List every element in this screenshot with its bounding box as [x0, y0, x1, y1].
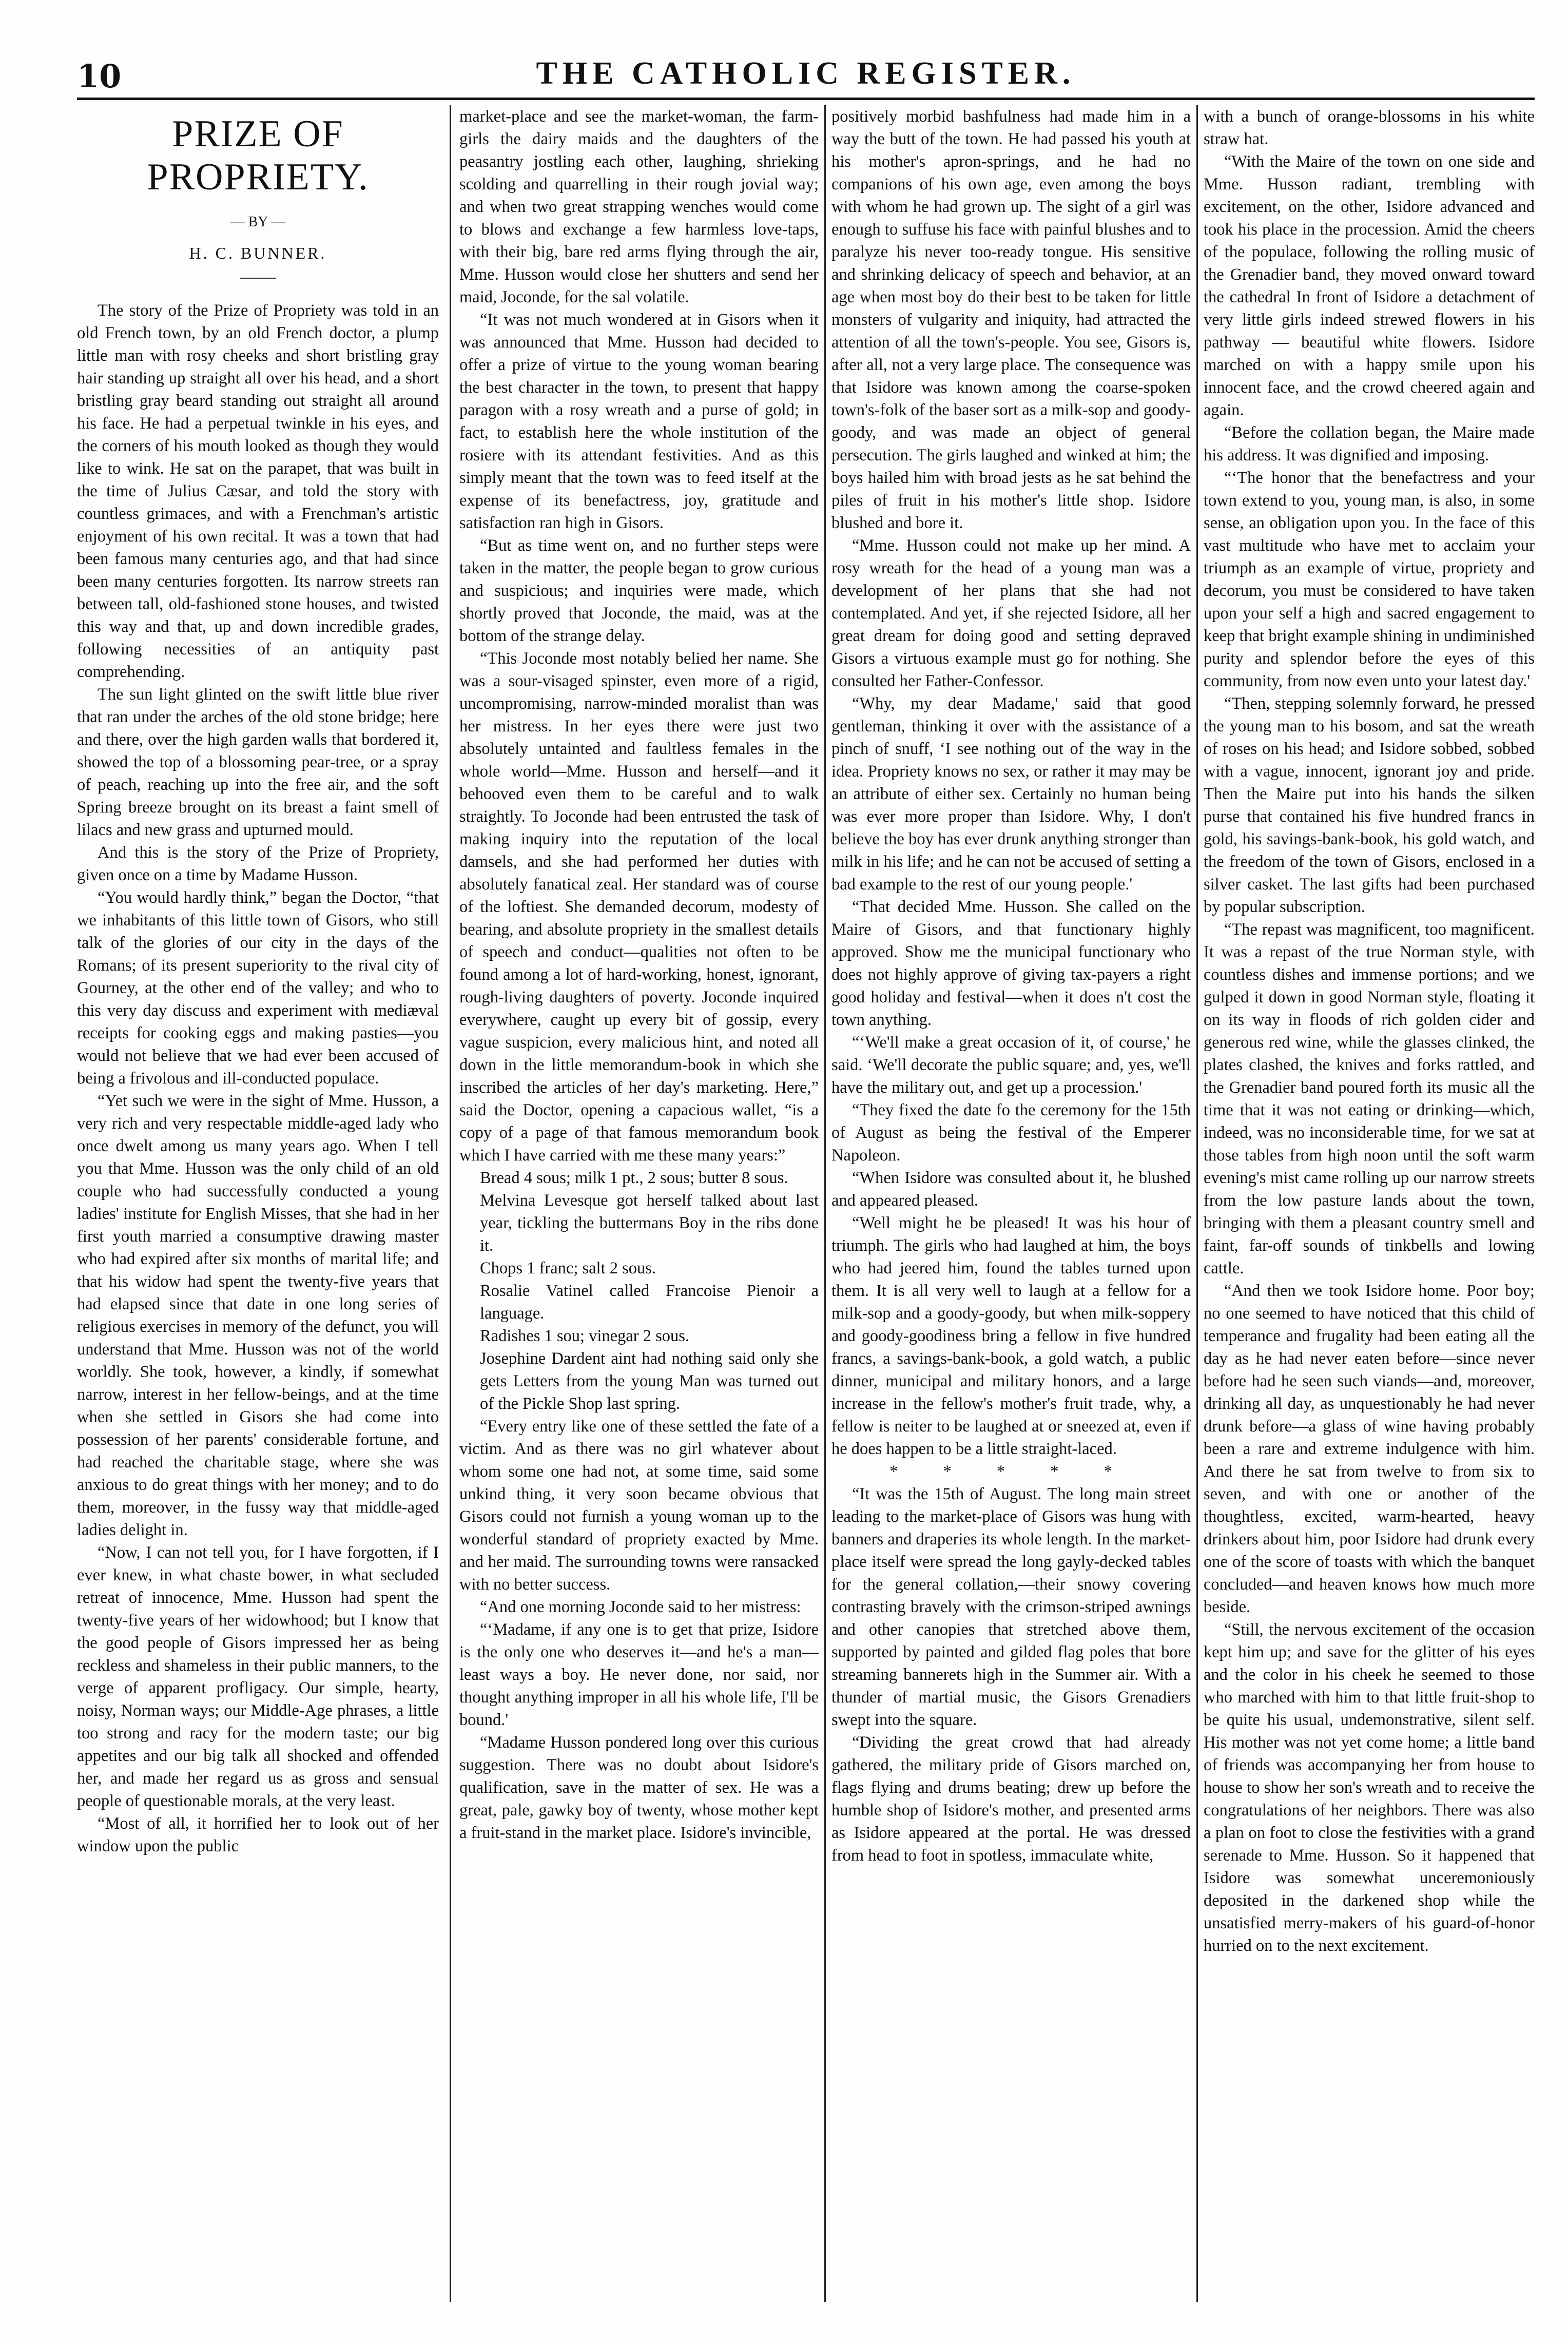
- paragraph: The story of the Prize of Propriety was told in an old French town, by an old French doctor, a plump little man with rosy cheeks and short bristling gray hair standing up straight all over his head, and a short bristling gray beard standing out straight all around his face. He had a perpetual twinkle in his eyes, and the corners of his mouth looked as though they would like to wink. He sat on the parapet, that was built in the time of Julius Cæsar, and told the story with countless grimaces, and with a Frenchman's artistic enjoyment of his own recital. It was a town that had been famous many centuries ago, and that had since been many centuries forgotten. Its narrow streets ran between tall, old-fashioned stone houses, and twisted this way and that, up and down incredible grades, following necessities of an antiquity past comprehending.: [77, 301, 439, 681]
- column-body: [459, 105, 819, 1844]
- paragraph: “Then, stepping solemnly forward, he pressed the young man to his bosom, and sat the wreath of roses on his head; and Isidore sobbed, sobbed with a vague, innocent, ignorant joy and pride. Then the Maire put into his hands the silken purse that contained his five hundred francs in gold, his savings-bank-book, his gold watch, and the freedom of the town of Gisors, enclosed in a silver casket. The last gifts had been purchased by popular subscription.: [1204, 694, 1535, 916]
- column-rule: [450, 105, 451, 2302]
- paragraph: Melvina Levesque got herself talked about last year, tickling the buttermans Boy in the ribs done it.: [480, 1191, 819, 1255]
- paragraph: market-place and see the market-woman, the farm-girls the dairy maids and the daughters of the peasantry jostling each other, laughing, shrieking scolding and quarrelling in their rough jovial way; and when two great strapping wenches would come to blows and exchange a few harmless love-taps, with their big, bare red arms flying through the air, Mme. Husson would close her shutters and send her maid, Joconde, for the sal volatile.: [459, 107, 819, 306]
- paragraph: “‘We'll make a great occasion of it, of course,' he said. ‘We'll decorate the public square; and, yes, we'll have the military out, and get up a procession.': [831, 1033, 1191, 1097]
- paragraph: with a bunch of orange-blossoms in his white straw hat.: [1204, 107, 1535, 148]
- masthead-rule: [77, 98, 1535, 100]
- paragraph: “It was not much wondered at in Gisors when it was announced that Mme. Husson had decided to offer a prize of virtue to the young woman bearing the best character in the town, to present that happy paragon with a rosy wreath and a purse of gold; in fact, to establish here the whole institution of the rosiere with its attendant festivities. And as this simply meant that the town was to feed itself at the expense of its benefactress, joy, gratitude and satisfaction ran high in Gisors.: [459, 311, 819, 532]
- column-rule: [1196, 105, 1198, 2302]
- paragraph: “When Isidore was consulted about it, he blushed and appeared pleased.: [831, 1169, 1191, 1210]
- paragraph: Rosalie Vatinel called Francoise Pienoir a language.: [480, 1282, 819, 1323]
- byline-author: H. C. BUNNER.: [189, 244, 327, 262]
- paragraph: “Yet such we were in the sight of Mme. Husson, a very rich and very respectable middle-aged lady who once dwelt among us many years ago. When I tell you that Mme. Husson was the only child of an old couple who had successfully conducted a young ladies' institute for English Misses, that she had in her first youth married a consumptive drawing master who had expired after six months of marital life; and that his widow had spent the twenty-five years that had elapsed since that date in one long series of religious exercises in memory of the defunct, you will understand that Mme. Husson was not of the world worldly. She took, however, a kindly, if somewhat narrow, interest in her fellow-beings, and at the time when she settled in Gisors she had come into possession of her parents' considerable fortune, and had reached the charitable stage, where she was anxious to do great things with her money; and to do them, moreover, in the fussy way that middle-aged ladies delight in.: [77, 1092, 439, 1539]
- paragraph: “Every entry like one of these settled the fate of a victim. And as there was no girl whatever about whom some one had not, at some time, said some unkind thing, it very soon became obvious that Gisors could not furnish a young woman up to the wonderful standard of propriety exacted by Mme. and her maid. The surrounding towns were ransacked with no better success.: [459, 1417, 819, 1594]
- column-rule: [824, 105, 826, 2302]
- paragraph: “Now, I can not tell you, for I have forgotten, if I ever knew, in what chaste bower, in what secluded retreat of innocence, Mme. Husson had spent the twenty-five years of her widowhood; but I know that the good people of Gisors impressed her as being reckless and shameless in their public manners, to the verge of apparent profligacy. Our simple, hearty, noisy, Norman ways; our Middle-Age phrases, a little too strong and racy for the modern taste; our big appetites and our big talk all shocked and offended her, and made her regard us as gross and sensual people of questionable morals, at the very least.: [77, 1543, 439, 1810]
- paragraph: Josephine Dardent aint had nothing said only she gets Letters from the young Man was turned out of the Pickle Shop last spring.: [480, 1349, 819, 1413]
- column-body: [77, 299, 439, 1857]
- paragraph: “But as time went on, and no further steps were taken in the matter, the people began to grow curious and suspicious; and inquiries were made, which shortly proved that Joconde, the maid, was at the bottom of the strange delay.: [459, 536, 819, 645]
- paragraph: Radishes 1 sou; vinegar 2 sous.: [480, 1327, 690, 1345]
- masthead: [77, 53, 1535, 100]
- paragraph: “It was the 15th of August. The long main street leading to the market-place of Gisors was hung with banners and draperies its whole length. In the market-place itself were spread the long gayly-decked tables for the general collation,—their snowy covering contrasting bravely with the crimson-striped awnings and other canopies that stretched above them, supported by painted and gilded flag poles that bore streaming bannerets high in the Summer air. With a thunder of martial music, the Gisors Grenadiers swept into the square.: [831, 1485, 1191, 1729]
- paragraph: “‘The honor that the benefactress and your town extend to you, young man, is also, in some sense, an obligation upon you. In the face of this vast multitude who have met to acclaim your triumph as an example of virtue, propriety and decorum, you must be considered to have taken upon your self a high and sacred engagement to keep that bright example shining in undiminished purity and splendor before the eyes of this community, from now even unto your latest day.': [1204, 469, 1535, 690]
- paragraph: * * * * *: [889, 1462, 1133, 1481]
- text-column-4: [1204, 105, 1535, 2302]
- paragraph: “Dividing the great crowd that had already gathered, the military pride of Gisors marched on, flags flying and drums beating; drew up before the humble shop of Isidore's mother, and presented arms as Isidore appeared at the portal. He was dressed from head to foot in spotless, immaculate white,: [831, 1733, 1191, 1865]
- page-number: 10: [77, 57, 122, 95]
- paragraph: “Why, my dear Madame,' said that good gentleman, thinking it over with the assistance of a pinch of snuff, ‘I see nothing out of the way in the idea. Propriety knows no sex, or rather it may may be an attribute of either sex. Certainly no human being was ever more proper than Isidore. Why, I don't believe the boy has ever drunk anything stronger than milk in his life; and he can not be accused of setting a bad example to the rest of our young people.': [831, 694, 1191, 894]
- paragraph: “You would hardly think,” began the Doctor, “that we inhabitants of this little town of Gisors, who still talk of the glories of our city in the days of the Romans; of its present superiority to the rival city of Gourney, at the other end of the valley; and who to this very day discuss and experiment with mediæval receipts for cooking eggs and making pasties—you would not believe that we had ever been accused of being a frivolous and ill-conducted populace.: [77, 888, 439, 1088]
- paragraph: “And one morning Joconde said to her mistress:: [480, 1598, 801, 1616]
- paragraph: “Before the collation began, the Maire made his address. It was dignified and imposing.: [1204, 423, 1535, 464]
- paragraph: “With the Maire of the town on one side and Mme. Husson radiant, trembling with excitement, on the other, Isidore advanced and took his place in the procession. Amid the cheers of the populace, following the rolling music of the Grenadier band, they moved onward toward the cathedral In front of Isidore a detachment of very little girls indeed strewed flowers in his pathway — beautiful white flowers. Isidore marched on with a happy smile upon his innocent face, and the crowd cheered again and again.: [1204, 152, 1535, 419]
- paper-title: THE CATHOLIC REGISTER.: [536, 56, 1076, 91]
- paragraph: And this is the story of the Prize of Propriety, given once on a time by Madame Husson.: [77, 843, 439, 884]
- paragraph: “The repast was magnificent, too magnificent. It was a repast of the true Norman style, with countless dishes and immense portions; and we gulped it down in good Norman style, floating it on its way in floods of rich golden cider and generous red wine, while the glasses clinked, the plates clashed, the knives and forks rattled, and the Grenadier band poured forth its music all the time that it was not eating or drinking—which, indeed, was no inconsiderable time, for we sat at those tables from high noon until the soft warm evening's mist came rolling up our narrow streets from the low pasture lands about the town, bringing with them a pleasant country smell and faint, far-off sounds of tinkbells and lowing cattle.: [1204, 920, 1535, 1278]
- paragraph: “Well might he be pleased! It was his hour of triumph. The girls who had laughed at him, the boys who had jeered him, found the tables turned upon them. It is all very well to laugh at a fellow for a milk-sop and a goody-goody, but when milk-soppery and goody-goodiness bring a fellow in five hundred francs, a savings-bank-book, a gold watch, a public dinner, municipal and military honors, and a large increase in the fellow's mother's fruit trade, why, a fellow is neiter to be laughed at or sneezed at, even if he does happen to be a little straight-laced.: [831, 1214, 1191, 1458]
- paragraph: “Most of all, it horrified her to look out of her window upon the public: [77, 1814, 439, 1855]
- text-column-3: [831, 105, 1191, 2302]
- byline-by: — BY —: [230, 214, 286, 230]
- paragraph: “Still, the nervous excitement of the occasion kept him up; and save for the glitter of his eyes and the color in his cheek he seemed to those who marched with him to that little fruit-shop to be quite his usual, undemonstrative, silent self. His mother was not yet come home; a little band of friends was accompanying her from house to house to show her son's wreath and to receive the congratulations of her neighbors. There was also a plan on foot to close the festivities with a grand serenade to Mme. Husson. So it happened that Isidore was somewhat unceremoniously deposited in the darkened shop while the unsatisfied merry-makers of his guard-of-honor hurried on to the next excitement.: [1204, 1620, 1535, 1955]
- byline-rule: [240, 278, 276, 279]
- paragraph: The sun light glinted on the swift little blue river that ran under the arches of the old stone bridge; here and there, over the high garden walls that bordered it, showed the top of a blossoming pear-tree, or a spray of peach, reaching up into the free air, and the soft Spring breeze brought on its breast a faint smell of lilacs and new grass and upturned mould.: [77, 685, 439, 839]
- column-body: [1204, 105, 1535, 1957]
- paragraph: Chops 1 franc; salt 2 sous.: [480, 1259, 656, 1278]
- column-body: [831, 105, 1191, 1867]
- paragraph: “Mme. Husson could not make up her mind. A rosy wreath for the head of a young man was a development of her plans that she had not contemplated. And yet, if she rejected Isidore, all her great dream for doing good and setting depraved Gisors a virtuous example must go for nothing. She consulted her Father-Confessor.: [831, 536, 1191, 690]
- paragraph: positively morbid bashfulness had made him in a way the butt of the town. He had passed his youth at his mother's apron-springs, and he had no companions of his own age, even among the boys with whom he had grown up. The sight of a girl was enough to suffuse his face with painful blushes and to paralyze his never too-ready tongue. His sensitive and shrinking delicacy of speech and behavior, at an age when most boy do their best to be taken for little monsters of vulgarity and iniquity, had attracted the attention of all the town's-people. You see, Gisors is, after all, not a very large place. The consequence was that Isidore was known among the coarse-spoken town's-folk of the baser sort as a milk-sop and goody-goody, and was made an object of general persecution. The girls laughed and winked at him; the boys hailed him with broad jests as he sat behind the piles of fruit in his mother's little shop. Isidore blushed and bore it.: [831, 107, 1191, 532]
- paragraph: “This Joconde most notably belied her name. She was a sour-visaged spinster, even more of a rigid, uncompromising, narrow-minded moralist than was her mistress. In her eyes there were just two absolutely untainted and faultless females in the whole world—Mme. Husson and herself—and it behooved even them to be careful and to walk straightly. To Joconde had been entrusted the task of making inquiry into the reputation of the local damsels, and she had performed her duties with absolutely fanatical zeal. Her standard was of course of the loftiest. She demanded decorum, modesty of bearing, and absolute propriety in the smallest details of speech and conduct—qualities not often to be found among a lot of hard-working, honest, ignorant, rough-living daughters of poverty. Joconde inquired everywhere, caught up every bit of gossip, every vague suspicion, every malicious hint, and noted all down in the little memorandum-book in which she inscribed the articles of her day's marketing. Here,” said the Doctor, opening a capacious wallet, “is a copy of a page of that famous memorandum book which I have carried with me these many years:”: [459, 649, 819, 1165]
- text-column-2: [459, 105, 819, 2302]
- paragraph: “That decided Mme. Husson. She called on the Maire of Gisors, and that functionary highly approved. Show me the municipal functionary who does not highly approve of giving tax-payers a right good holiday and festival—when it does n't cost the town anything.: [831, 898, 1191, 1029]
- paragraph: “‘Madame, if any one is to get that prize, Isidore is the only one who deserves it—and he's a man—least ways a boy. He never done, nor said, nor thought anything improper in all his whole life, I'll be bound.': [459, 1620, 819, 1729]
- text-column-1: [77, 105, 439, 2302]
- article-title: PRIZE OF PROPRIETY.: [147, 113, 369, 198]
- paragraph: “And then we took Isidore home. Poor boy; no one seemed to have noticed that this child of temperance and frugality had been eating all the day as he had never eaten before—since never before had he seen such viands—and, moreover, drinking all day, as unquestionably he had never drunk before—a glass of wine having probably been a rare and extreme indulgence with him. And there he sat from twelve to from six to seven, and with one or another of the thoughtless, excited, warm-hearted, heavy drinkers about him, poor Isidore had drunk every one of the score of toasts with which the banquet concluded—and heaven knows how much more beside.: [1204, 1282, 1535, 1616]
- paragraph: Bread 4 sous; milk 1 pt., 2 sous; butter 8 sous.: [480, 1169, 788, 1187]
- paragraph: “Madame Husson pondered long over this curious suggestion. There was no doubt about Isidore's qualification, save in the matter of sex. He was a great, pale, gawky boy of twenty, whose mother kept a fruit-stand in the market place. Isidore's invincible,: [459, 1733, 819, 1842]
- paragraph: “They fixed the date fo the ceremony for the 15th of August as being the festival of the Emperer Napoleon.: [831, 1101, 1191, 1165]
